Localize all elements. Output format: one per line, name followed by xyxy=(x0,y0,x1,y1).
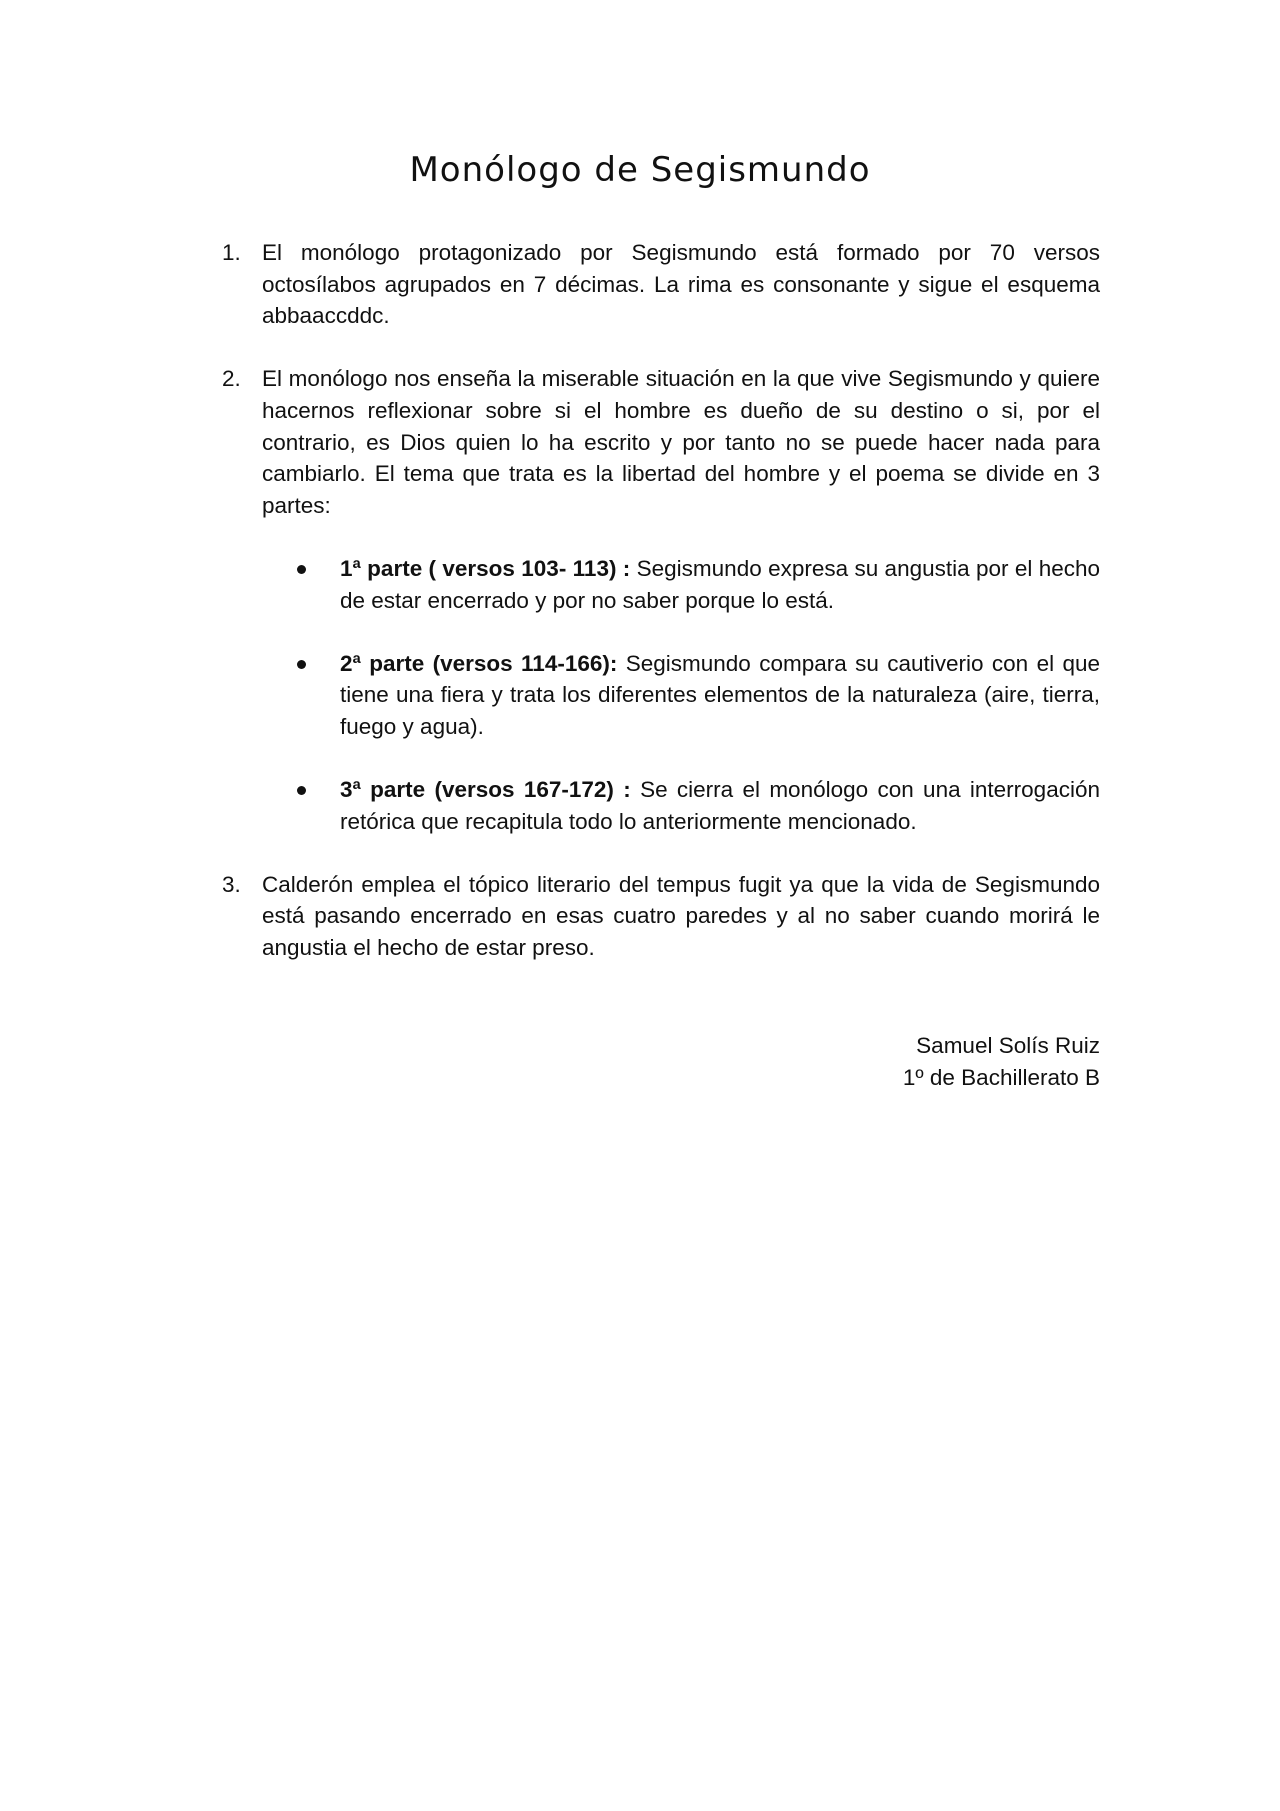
bullet-dot-icon xyxy=(297,786,306,795)
bullet-text: Se cierra el monólogo con una interrogación retórica que recapitula todo lo anteriormente mencionado. xyxy=(340,777,1100,834)
list-item-2 xyxy=(222,363,1100,837)
parts-bullet-list xyxy=(262,553,1100,837)
bullet-label: 1ª parte ( versos 103- 113) : xyxy=(340,555,631,581)
bullet-item-part-3 xyxy=(262,774,1100,837)
list-number: 1. xyxy=(222,240,241,265)
bullet-label: 2ª parte (versos 114-166): xyxy=(340,650,618,676)
bullet-item-part-1 xyxy=(262,553,1100,616)
bullet-text: Segismundo expresa su angustia por el hecho de estar encerrado y por no saber porque lo está. xyxy=(340,555,1100,613)
list-item-text: El monólogo protagonizado por Segismundo está formado por 70 versos octosílabos agrupados en 7 décimas. La rima es consonante y sigue el esquema abbaaccddc. xyxy=(262,240,1100,329)
document-body xyxy=(222,237,1100,995)
signature-block xyxy=(903,1030,1100,1093)
bullet-text: Segismundo compara su cautiverio con el que tiene una fiera y trata los diferentes elementos de la naturaleza (aire, tierra, fuego y agua). xyxy=(340,650,1100,739)
bullet-item-part-2 xyxy=(262,648,1100,743)
list-number: 2. xyxy=(222,366,241,392)
bullet-dot-icon xyxy=(297,660,306,669)
bullet-dot-icon xyxy=(297,565,306,574)
list-item-3 xyxy=(222,869,1100,964)
list-number: 3. xyxy=(222,871,241,897)
author-name: Samuel Solís Ruiz xyxy=(916,1033,1100,1058)
author-course: 1º de Bachillerato B xyxy=(902,1064,1100,1090)
list-item-1 xyxy=(222,237,1100,332)
page-title: Monólogo de Segismundo xyxy=(409,150,871,190)
list-item-text: El monólogo nos enseña la miserable situación en la que vive Segismundo y quiere hacernos reflexionar sobre si el hombre es dueño de su destino o si, por el contrario, es Dios quien lo ha escrito y por tanto no se puede hacer nada para cambiarlo. El tema que trata es la libertad del hombre y el poema se divide en 3 partes: xyxy=(262,366,1100,518)
bullet-label: 3ª parte (versos 167-172) : xyxy=(340,777,631,803)
list-item-text: Calderón emplea el tópico literario del tempus fugit ya que la vida de Segismundo está pasando encerrado en esas cuatro paredes y al no saber cuando morirá le angustia el hecho de estar preso. xyxy=(262,871,1100,961)
